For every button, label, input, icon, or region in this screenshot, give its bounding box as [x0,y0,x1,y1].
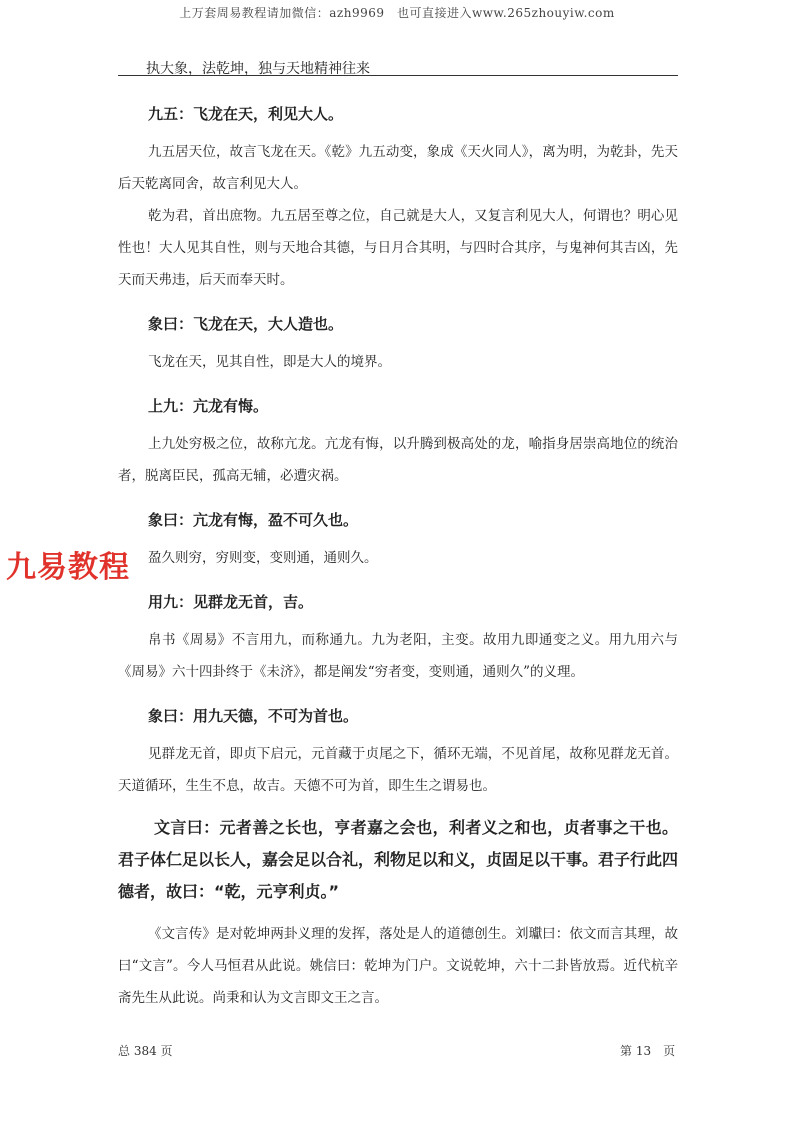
page-content [118,92,678,1014]
body-paragraph: 九五居天位，故言飞龙在天。《乾》九五动变，象成《天火同人》，离为明，为乾卦，先天后天乾离同舍，故言利见大人。 [118,144,678,192]
spacer [118,296,678,302]
wenyan-passage: 文言曰：元者善之长也，亨者嘉之会也，利者义之和也，贞者事之干也。君子体仁足以长人，嘉会足以合礼，利物足以和义，贞固足以干事。君子行此四德者，故曰：“乾，元亨利贞。” [118,818,679,901]
watermark-logo: 九易教程 [6,550,130,585]
section-heading: 用九：见群龙无首，吉。 [148,593,314,611]
section-heading: 九五：飞龙在天，利见大人。 [148,105,344,123]
spacer [118,574,678,580]
section-heading: 象曰：用九天德，不可为首也。 [148,707,359,725]
total-pages: 总 384 页 [118,1044,173,1058]
running-head: 执大象，法乾坤，独与天地精神往来 [146,61,370,77]
body-paragraph: 帛书《周易》不言用九，而称通九。九为老阳，主变。故用九即通变之义。用九用六与《周易》六十四卦终于《未济》，都是阐发“穷者变，变则通，通则久”的义理。 [118,632,678,680]
section-heading: 象曰：亢龙有悔，盈不可久也。 [148,511,359,529]
body-paragraph: 乾为君，首出庶物。九五居至尊之位，自己就是大人，又复言利见大人，何谓也？明心见性也！大人见其自性，则与天地合其德，与日月合其明，与四时合其序，与鬼神何其吉凶，先天而天弗违，后天而奉天时。 [118,208,678,288]
body-paragraph: 飞龙在天，见其自性，即是大人的境界。 [148,354,391,370]
spacer [118,492,678,498]
body-paragraph: 盈久则穷，穷则变，变则通，通则久。 [148,550,378,566]
page-number: 第 13 页 [620,1044,676,1058]
top-banner: 上万套周易教程请加微信：azh9969 也可直接进入www.265zhouyiw.com [179,6,615,20]
section-heading: 上九：亢龙有悔。 [148,397,269,415]
spacer [118,688,678,694]
header-rule [118,75,678,76]
spacer [118,378,678,384]
body-paragraph: 见群龙无首，即贞下启元，元首藏于贞尾之下，循环无端，不见首尾，故称见群龙无首。天道循环，生生不息，故吉。天德不可为首，即生生之谓易也。 [118,746,678,794]
body-paragraph: 上九处穷极之位，故称亢龙。亢龙有悔，以升腾到极高处的龙，喻指身居崇高地位的统治者，脱离臣民，孤高无辅，必遭灾祸。 [118,436,678,484]
body-paragraph: 《文言传》是对乾坤两卦义理的发挥，落处是人的道德创生。刘瓛曰：依文而言其理，故曰“文言”。今人马恒君从此说。姚信曰：乾坤为门户。文说乾坤，六十二卦皆放焉。近代杭辛斋先生从此说。尚秉和认为文言即文王之言。 [118,926,678,1006]
section-heading: 象曰：飞龙在天，大人造也。 [148,315,344,333]
